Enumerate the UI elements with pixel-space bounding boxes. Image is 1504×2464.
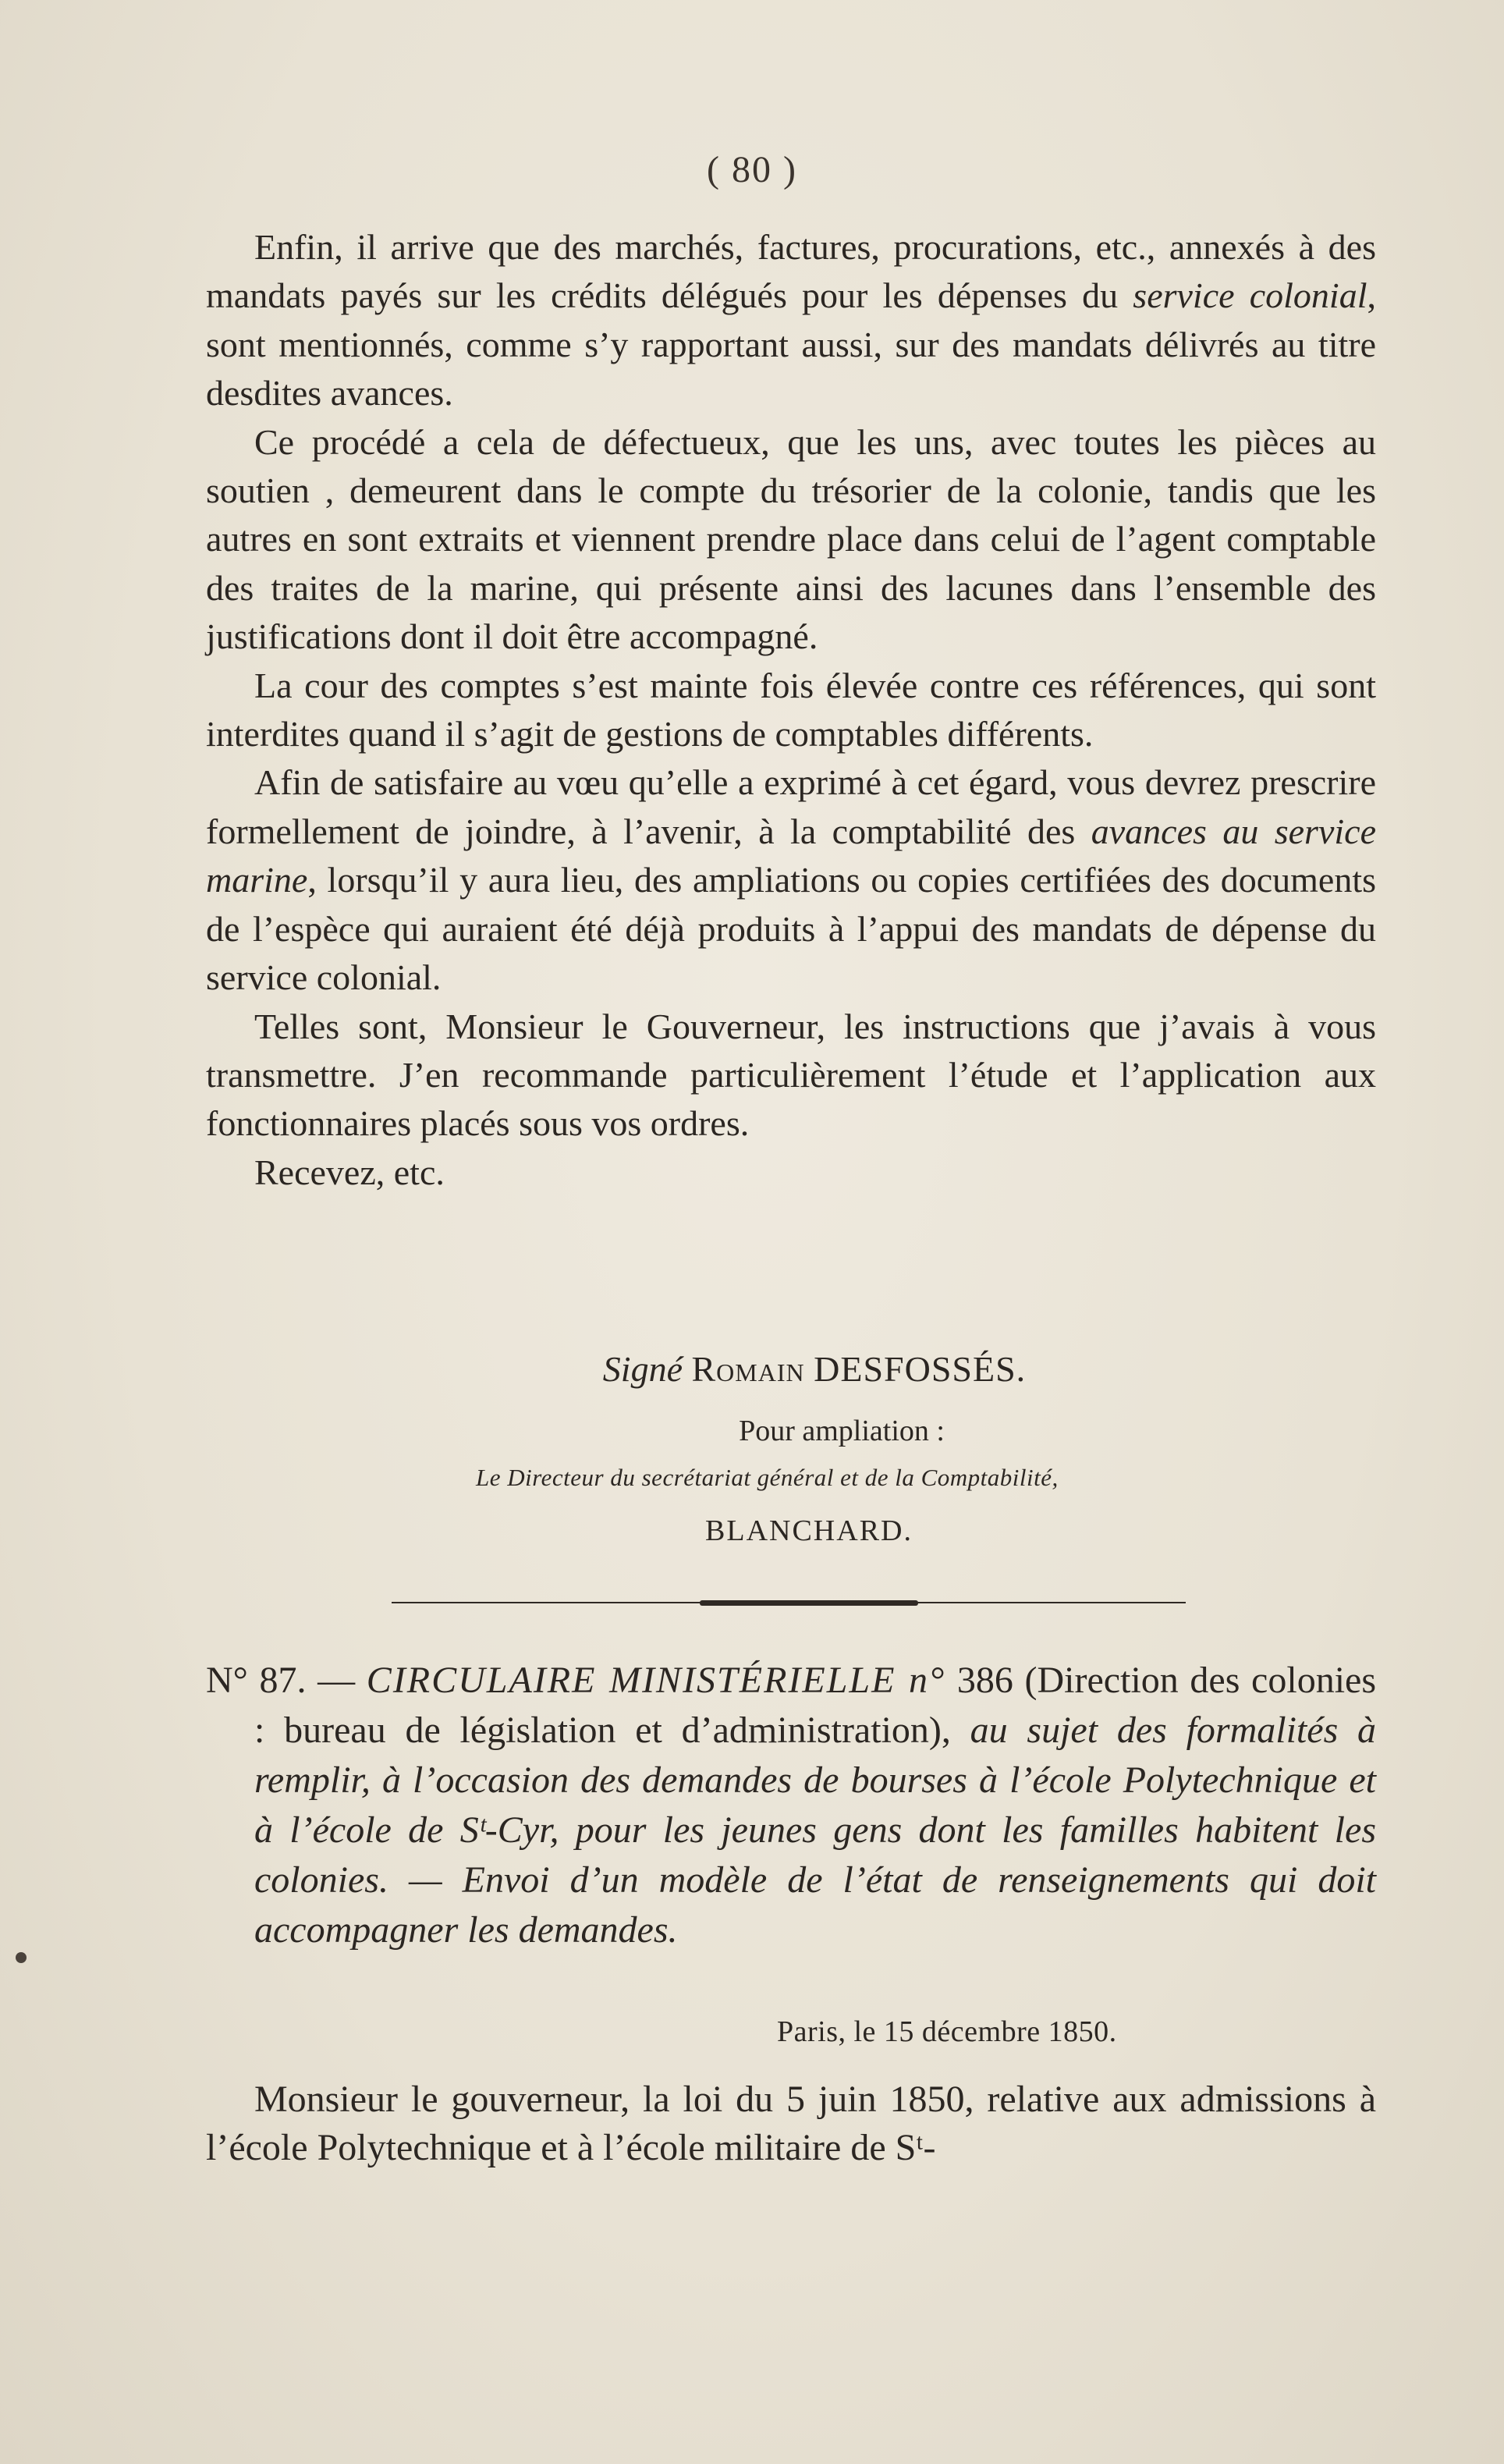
director-title: Le Directeur du secrétariat général et de la Comptabilité,: [476, 1464, 1059, 1491]
ampliation-line: Pour ampliation :: [739, 1415, 945, 1447]
circular-heading-block: [206, 1656, 1376, 1955]
text-run: Recevez, etc.: [254, 1152, 445, 1192]
circular-text: 386 (Direction des colonies : bureau de législation et d’administration),: [254, 1660, 1377, 1751]
margin-dot-mark: [16, 1952, 27, 1963]
text-run: La cour des comptes s’est mainte fois élevée contre ces références, qui sont interdites quand il s’agit de gestions de comptables différents.: [206, 665, 1376, 754]
date-line: Paris, le 15 décembre 1850.: [777, 2015, 1117, 2048]
circular-subject: au sujet des formalités à remplir, à l’occasion des demandes de bourses à l’école Polytechnique et à l’école de Sᵗ-Cyr, pour les jeunes gens dont les familles habitent les colonies. — Envoi d’un modèle de l’état de renseignements qui doit accompagner les demandes.: [254, 1710, 1376, 1951]
italic-text: service colonial: [1133, 275, 1367, 316]
final-paragraph: Monsieur le gouverneur, la loi du 5 juin 1850, relative aux admissions à l’école Polytechnique et à l’école militaire de Sᵗ-: [206, 2079, 1376, 2168]
final-paragraph-block: [206, 2075, 1376, 2172]
text-run: Enfin, il arrive que des marchés, factures, procurations, etc., annexés à des mandats payés sur les crédits délégués pour les dépenses du: [206, 227, 1376, 316]
body-paragraph: [206, 1149, 1376, 1197]
text-run: , lorsqu’il y aura lieu, des ampliations ou copies certifiées des documents de l’espèce qui auraient été déjà produits à l’appui des mandats de dépense du service colonial.: [206, 860, 1376, 998]
text-run: Ce procédé a cela de défectueux, que les uns, avec toutes les pièces au soutien , demeurent dans le compte du trésorier de la colonie, tandis que les autres en sont extraits et viennent prendre place dans celui de l’agent comptable des traites de la marine, qui présente ainsi des lacunes dans l’ensemble des justifications dont il doit être accompagné.: [206, 421, 1376, 657]
text-run: Telles sont, Monsieur le Gouverneur, les instructions que j’avais à vous transmettre. J’en recommande particulièrement l’étude et l’application aux fonctionnaires placés sous vos ordres.: [206, 1006, 1376, 1144]
signature-first-name: Romain: [691, 1349, 805, 1389]
body-paragraph: [206, 1003, 1376, 1149]
director-name: BLANCHARD.: [705, 1514, 913, 1547]
page-number: ( 80 ): [707, 149, 797, 190]
divider-thick-segment: [700, 1600, 918, 1606]
signature-signe: Signé: [602, 1349, 683, 1389]
section-divider: [392, 1601, 1186, 1604]
text-run: Afin de satisfaire au vœu qu’elle a exprimé à cet égard, vous devrez prescrire formellement de joindre, à l’avenir, à la comptabilité des: [206, 762, 1376, 851]
circular-title: CIRCULAIRE MINISTÉRIELLE n°: [366, 1660, 946, 1701]
italic-text: avances au service marine: [206, 811, 1376, 900]
body-paragraph: [206, 758, 1376, 1002]
body-text: [206, 223, 1376, 1197]
body-paragraph: [206, 223, 1376, 418]
body-paragraph: [206, 418, 1376, 662]
circular-text: N° 87. —: [206, 1660, 367, 1701]
signature: [0, 1348, 1504, 1395]
circular-heading: [206, 1656, 1376, 1955]
text-run: , sont mentionnés, comme s’y rapportant aussi, sur des mandats délivrés au titre desdites avances.: [206, 275, 1376, 414]
signature-last-name: DESFOSSÉS.: [814, 1349, 1027, 1389]
body-paragraph: [206, 662, 1376, 759]
